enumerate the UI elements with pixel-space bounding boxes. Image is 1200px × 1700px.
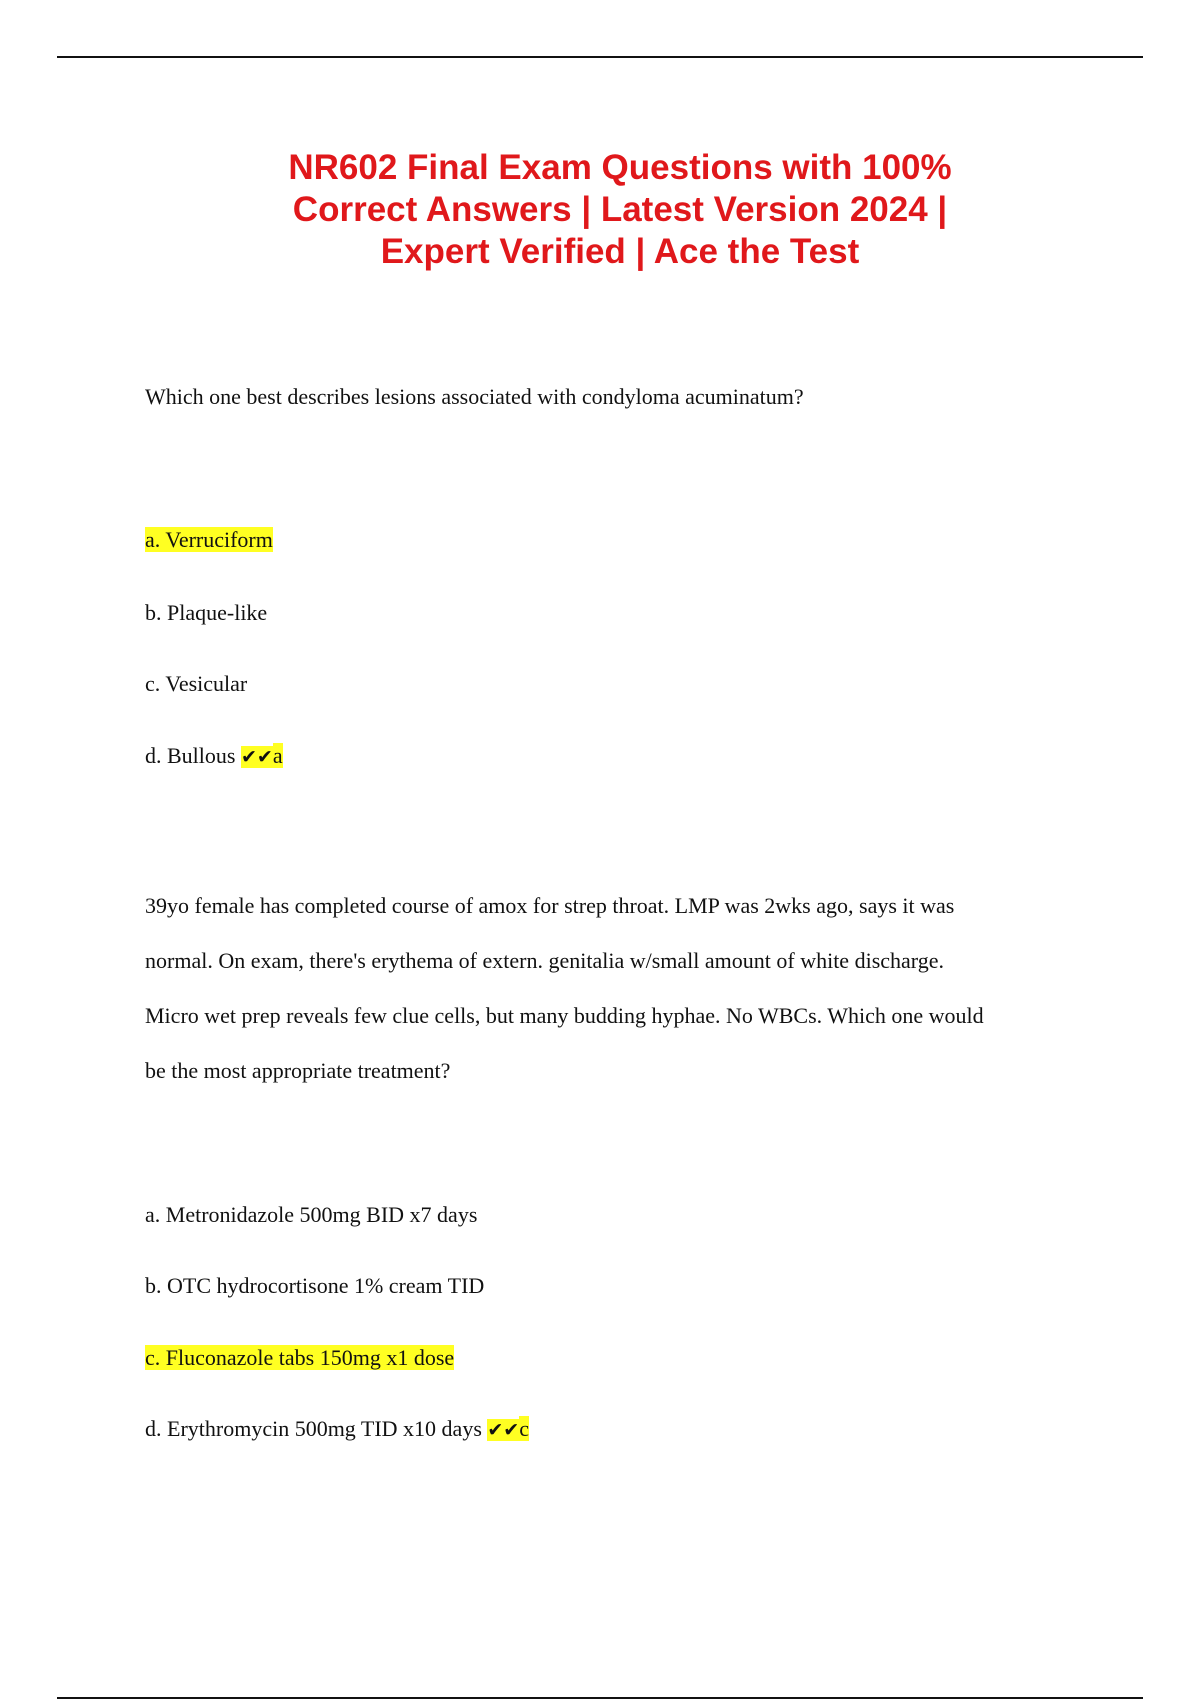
question-2-option-d-label: d. Erythromycin 500mg TID x10 days [145, 1416, 482, 1441]
top-rule [57, 56, 1143, 58]
question-2-stem-line-4: be the most appropriate treatment? [145, 1058, 451, 1083]
question-2-stem-line-3: Micro wet prep reveals few clue cells, but many budding hyphae. No WBCs. Which one would [145, 1003, 984, 1028]
title-line-3: Expert Verified | Ace the Test [380, 232, 860, 271]
correct-answer-highlight: c. Fluconazole tabs 150mg x1 dose [145, 1345, 455, 1370]
question-1-option-a [145, 527, 273, 553]
question-1-option-d [145, 743, 283, 770]
question-2-option-c [145, 1345, 454, 1371]
question-2-option-b: b. OTC hydrocortisone 1% cream TID [145, 1273, 485, 1298]
document-title [0, 147, 1200, 273]
correct-answer-highlight: a. Verruciform [145, 527, 273, 552]
answer-key-letter: c [519, 1416, 529, 1441]
question-2-option-d [145, 1416, 529, 1443]
answer-key-letter: a [272, 743, 283, 768]
title-line-2: Correct Answers | Latest Version 2024 | [292, 190, 948, 229]
answer-check-icon: ✔✔ [487, 1419, 520, 1441]
question-1-option-c: c. Vesicular [145, 671, 248, 696]
question-1-stem: Which one best describes lesions associated with condyloma acuminatum? [145, 384, 804, 409]
question-2-stem-line-2: normal. On exam, there's erythema of extern. genitalia w/small amount of white discharge. [145, 948, 944, 973]
answer-check-icon: ✔✔ [240, 746, 273, 768]
title-line-1: NR602 Final Exam Questions with 100% [288, 148, 952, 187]
question-2-stem-line-1: 39yo female has completed course of amox for strep throat. LMP was 2wks ago, says it was [145, 893, 955, 918]
question-1-option-d-label: d. Bullous [145, 743, 236, 768]
question-1-option-b: b. Plaque-like [145, 600, 268, 625]
bottom-rule [57, 1697, 1143, 1699]
question-2-option-a: a. Metronidazole 500mg BID x7 days [145, 1202, 478, 1227]
